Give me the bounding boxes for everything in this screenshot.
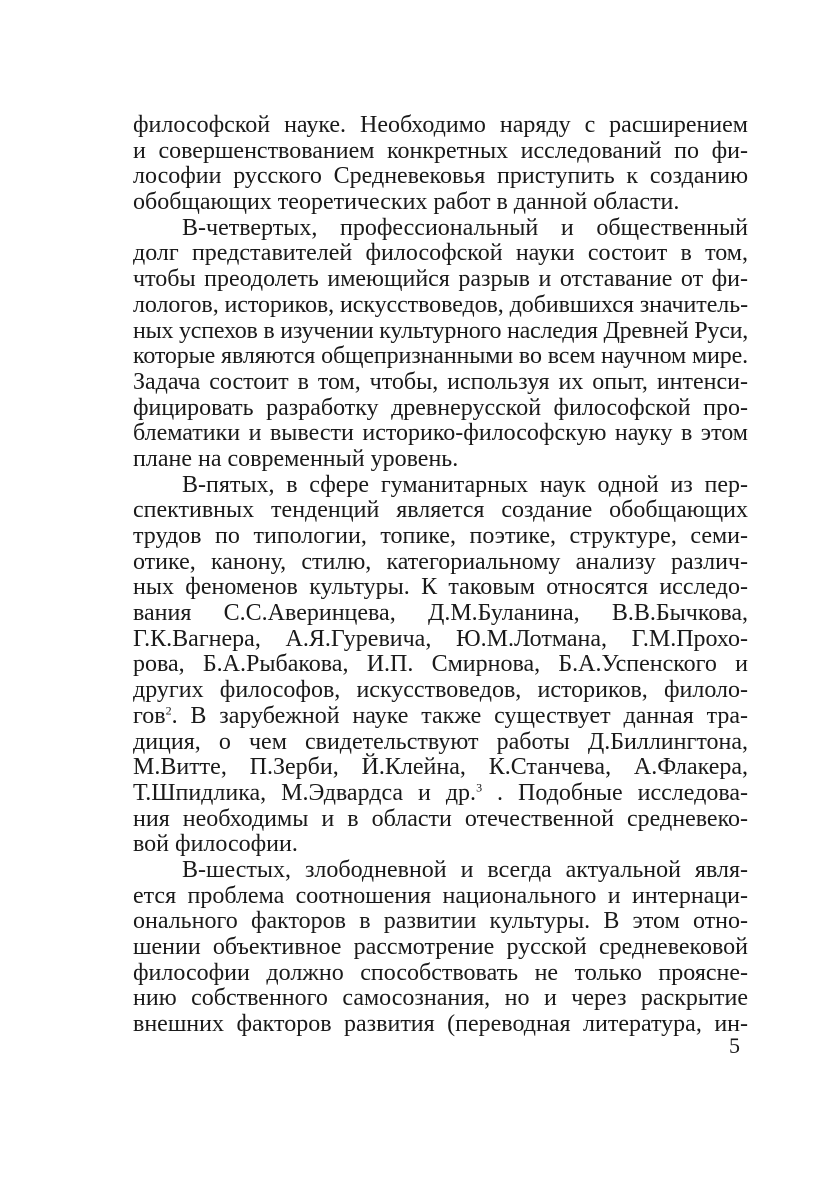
text-line: Задача состоит в том, чтобы, используя их опыт, интенси- xyxy=(133,368,748,395)
text-line: диция, о чем свидетельствуют работы Д.Биллингтона, xyxy=(133,728,748,755)
text-line: других философов, искусствоведов, историков, филоло- xyxy=(133,677,748,704)
text-line: лософии русского Средневековья приступить к созданию xyxy=(133,163,748,190)
text-line: В-шестых, злободневной и всегда актуальной явля- xyxy=(182,856,748,883)
text-line: В-четвертых, профессиональный и общественный xyxy=(182,214,748,241)
text-line: М.Витте, П.Зерби, Й.Клейна, К.Станчева, А.Флакера, xyxy=(133,754,748,781)
text-line: нию собственного самосознания, но и через раскрытие xyxy=(133,985,748,1012)
text-line: плане на современный уровень. xyxy=(133,445,459,472)
text-line-with-footnote xyxy=(133,704,748,730)
text-line: фицировать разработку древнерусской философской про- xyxy=(133,394,748,421)
text-line: чтобы преодолеть имеющийся разрыв и отставание от фи- xyxy=(133,266,748,293)
text-line: ется проблема соотношения национального и интернаци- xyxy=(133,882,748,909)
text-line: внешних факторов развития (переводная литература, ин- xyxy=(133,1011,748,1038)
text-line-with-footnote xyxy=(133,781,748,807)
text-line: ния необходимы и в области отечественной средневеко- xyxy=(133,805,748,832)
text-line: и совершенствованием конкретных исследований по фи- xyxy=(133,137,748,164)
text-line: философии должно способствовать не только прояснe- xyxy=(133,959,748,986)
text-line: вой философии. xyxy=(133,831,298,858)
text-line: лологов, историков, искусствоведов, добившихся значитель- xyxy=(133,291,748,318)
text-line: отике, канону, стилю, категориальному анализу различ- xyxy=(133,548,748,575)
text-line: рова, Б.А.Рыбакова, И.П. Смирнова, Б.А.Успенского и xyxy=(133,651,748,678)
text-line: ных феноменов культуры. К таковым относятся исследо- xyxy=(133,574,748,601)
text-line: В-пятых, в сфере гуманитарных наук одной из пер- xyxy=(182,471,748,498)
text-line: ных успехов в изучении культурного наследия Древней Руси, xyxy=(133,317,748,344)
text-line: блематики и вывести историко-философскую науку в этом xyxy=(133,420,748,447)
text-fragment: Т.Шпидлика, М.Эдвардса и др. xyxy=(133,779,477,806)
footnote-marker[interactable]: 3 xyxy=(476,780,483,795)
text-fragment: гов xyxy=(133,702,166,729)
text-line: долг представителей философской науки состоит в том, xyxy=(133,240,748,267)
text-fragment: . Подобные исследова- xyxy=(482,779,748,806)
footnote-marker[interactable]: 2 xyxy=(165,703,172,718)
text-line: обобщающих теоретических работ в данной области. xyxy=(133,189,680,216)
text-line: шении объективное рассмотрение русской средневековой xyxy=(133,934,748,960)
text-line: философской науке. Необходимо наряду с расширением xyxy=(133,112,748,138)
page-number: 5 xyxy=(729,1033,740,1058)
text-fragment: . В зарубежной науке также существует данная тра- xyxy=(171,702,748,729)
text-line: которые являются общепризнанными во всем научном мире. xyxy=(133,343,748,370)
text-line: Г.К.Вагнера, А.Я.Гуревича, Ю.М.Лотмана, Г.М.Прохо- xyxy=(133,625,748,652)
text-line: онального факторов в развитии культуры. В этом отно- xyxy=(133,908,748,935)
text-line: вания С.С.Аверинцева, Д.М.Буланина, В.В.Бычкова, xyxy=(133,600,748,627)
text-line: спективных тенденций является создание обобщающих xyxy=(133,497,748,524)
body-text xyxy=(133,113,748,1038)
text-line: трудов по типологии, топике, поэтике, структуре, семи- xyxy=(133,523,748,549)
